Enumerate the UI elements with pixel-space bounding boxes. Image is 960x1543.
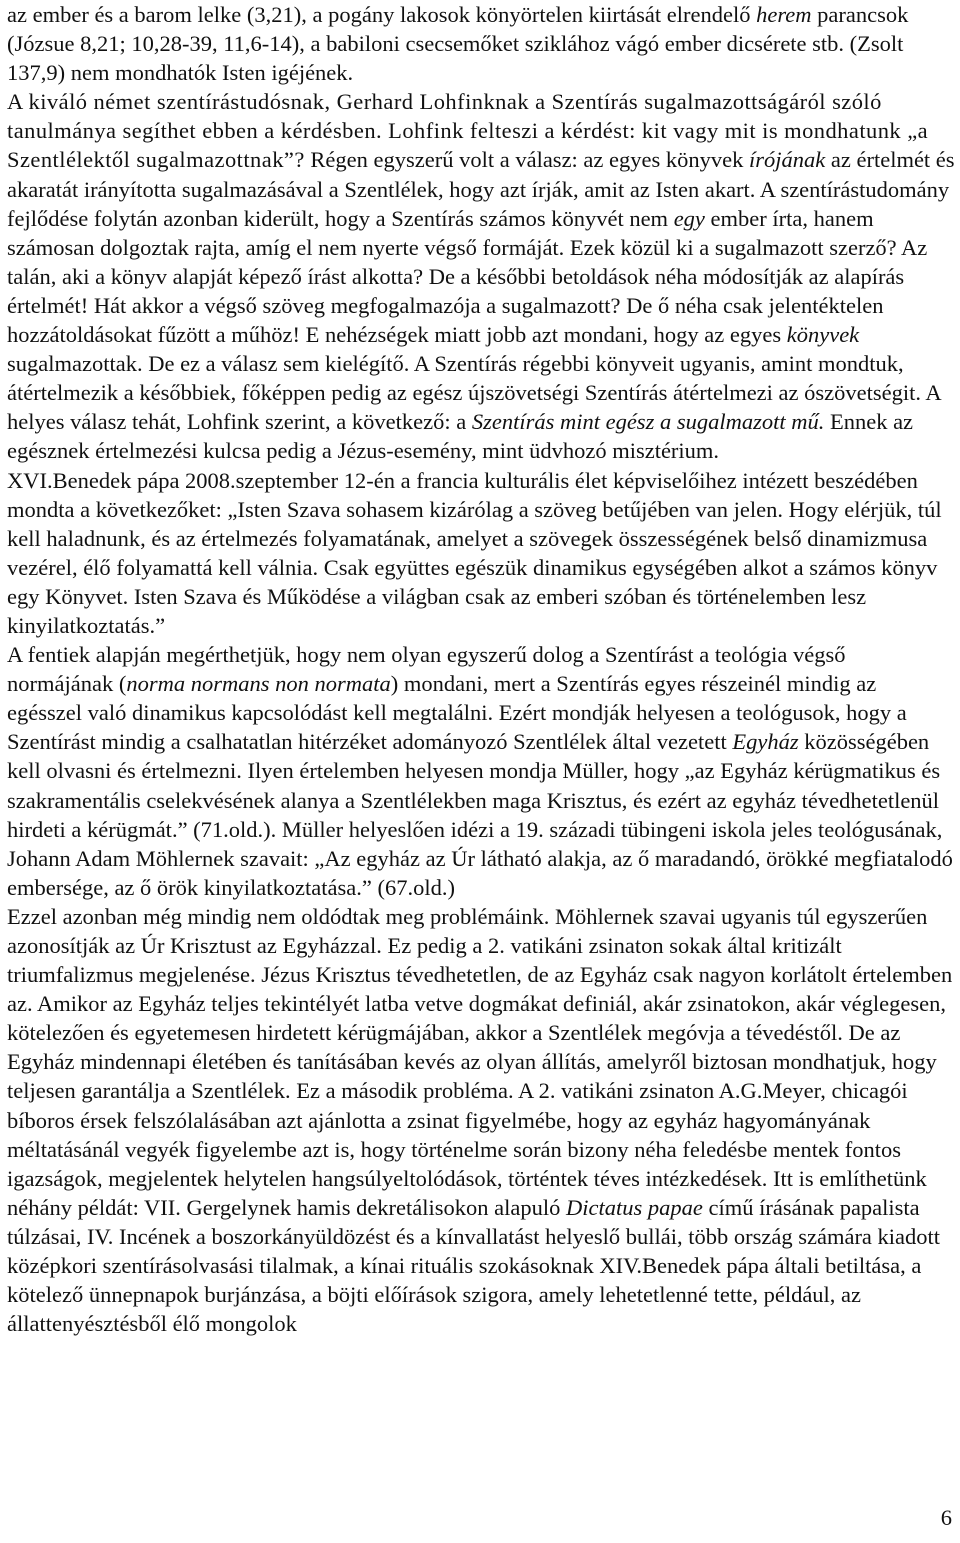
text-segment: A kiváló német szentírástudósnak, Gerhard Lohfinknak a Szentírás sugalmazottságáról szóló tanulmánya segíthet ebben a kérdésben. Lohfink felteszi a kérdést: kit vagy mit is mondhatunk „a Szentlélektől sugalmazottnak”? bbox=[7, 89, 929, 173]
text-segment: az ember és a barom lelke (3,21), a pogány lakosok könyörtelen kiirtását elrendelő bbox=[7, 2, 757, 27]
italic-text-segment: Egyház bbox=[732, 729, 799, 755]
text-segment: parancsok (Józsue 8,21; 10,28-39, 11,6-14), a babiloni csecsemőket sziklához vágó ember dicsérete stb. (Zsolt 137,9) nem mondhatók Isten igéjének. bbox=[7, 2, 909, 86]
italic-text-segment: herem bbox=[756, 2, 812, 27]
text-segment: ) mondani, mert a Szentírás egyes részeinél mindig az egésszel való dinamikus kapcsolódást kell megtalálni. Ezért mondják helyesen a teológusok, hogy a Szentírást mindig a csalhatatlan hitérzéket adományozó Szentlélek által vezetett bbox=[7, 671, 907, 755]
paragraph bbox=[7, 902, 955, 1338]
italic-text-segment: Dictatus papae bbox=[566, 1194, 703, 1220]
body-text bbox=[7, 0, 955, 1338]
paragraph bbox=[7, 640, 955, 902]
text-segment: Ezzel azonban még mindig nem oldódtak meg problémáink. Möhlernek szavai ugyanis túl egyszerűen azonosítják az Úr Krisztust az Egyházzal. Ez pedig a 2. vatikáni zsinaton sokak által kritizált triumfalizmus megjelenése. Jézus Krisztus tévedhetetlen, de az Egyház csak nagyon korlátolt értelemben az. Amikor az Egyház teljes tekintélyét latba vetve dogmákat definiál, akár zsinatokon, akár véglegesen, kötelezően és egyetemesen hirdetett kérügmájában, akkor a Szentlélek megóvja a tévedéstől. De az Egyház mindennapi életében és tanításában kevés az olyan állítás, amelyről biztosan mondhatjuk, hogy teljesen garantálja a Szentlélek. Ez a második probléma. A 2. vatikáni zsinaton A.G.Meyer, chicagói bíboros érsek felszólalásában azt ajánlotta a zsinat figyelmébe, hogy az egyház hagyományának méltatásánál vegyék figyelembe azt is, hogy történelme során bizony néha feledésbe mentek fontos igazságok, megjelentek helytelen hangsúlyeltolódások, történtek téves intézkedések. Itt is említhetünk néhány példát: VII. Gergelynek hamis dekretálisokon alapuló bbox=[7, 903, 953, 1220]
text-segment: A fentiek alapján megérthetjük, hogy nem olyan egyszerű dolog a Szentírást a teológia végső normájának ( bbox=[7, 642, 846, 697]
text-segment: közösségében kell olvasni és értelmezni. Ilyen értelemben helyesen mondja Müller, hogy „az Egyház kérügmatikus és szakramentális cselekvésének alanya a Szentlélekben maga Krisztus, és ezért az egyház tévedhetetlenül hirdeti a kérügmát.” (71.old.). Müller helyeslően idézi a 19. századi tübingeni iskola jeles teológusának, Johann Adam Möhlernek szavait: „Az egyház az Úr látható alakja, az ő maradandó, örökké megfiatalodó embersége, az ő örök kinyilatkoztatása.” (67.old.) bbox=[7, 729, 953, 900]
paragraph bbox=[7, 0, 955, 87]
italic-text-segment: Szentírás mint egész a sugalmazott mű. bbox=[471, 409, 825, 435]
italic-text-segment: norma normans non normata bbox=[126, 671, 391, 697]
text-segment: sugalmazottak. De ez a válasz sem kielégítő. A Szentírás régebbi könyveit ugyanis, amint mondtuk, átértelmezik a későbbiek, főképpen pedig az egész újszövetségi Szentírás átértelmezi az ószövetségit. A helyes válasz tehát, Lohfink szerint, a következő: a bbox=[7, 351, 941, 435]
page-number: 6 bbox=[940, 1505, 952, 1530]
paragraph bbox=[7, 87, 955, 465]
document-page bbox=[7, 0, 955, 1338]
text-segment: Régen egyszerű volt a válasz: az egyes könyvek bbox=[304, 147, 749, 173]
italic-text-segment: írójának bbox=[749, 147, 826, 173]
text-segment: című írásának papalista túlzásai, IV. Incének a boszorkányüldözést és a kínvallatást helyeslő bullái, több ország számára kiadott középkori szentírásolvasási tilalmak, a kínai rituális szokásoknak XIV.Benedek pápa általi betiltása, a kötelező ünnepnapok burjánzása, a böjti előírások szigora, amely lehetetlenné tette, például, az állattenyésztésből élő mongolok bbox=[7, 1194, 941, 1337]
italic-text-segment: könyvek bbox=[786, 322, 860, 348]
italic-text-segment: egy bbox=[673, 205, 705, 231]
paragraph bbox=[7, 466, 955, 641]
text-segment: az értelmét és akaratát irányította sugalmazásával a Szentlélek, hogy azt írják, amit az Isten akart. A szentírástudomány fejlődése folytán azonban kiderült, hogy a Szentírás számos könyvét nem bbox=[7, 147, 955, 231]
text-segment: Ennek az egésznek értelmezési kulcsa pedig a Jézus-esemény, mint üdvhozó misztérium. bbox=[7, 409, 914, 464]
text-segment: ember írta, hanem számosan dolgoztak rajta, amíg el nem nyerte végső formáját. Ezek közül ki a sugalmazott szerző? Az talán, aki a könyv alapját képező írást alkotta? De a későbbi betoldások néha módosítják az alapírás értelmét! Hát akkor a végső szöveg megfogalmazója a sugalmazott? De ő néha csak jelentéktelen hozzátoldásokat fűzött a műhöz! E nehézségek miatt jobb azt mondani, hogy az egyes bbox=[7, 205, 928, 348]
text-segment: XVI.Benedek pápa 2008.szeptember 12-én a francia kulturális élet képviselőihez intézett beszédében mondta a következőket: „Isten Szava sohasem kizárólag a szöveg betűjében van jelen. Hogy elérjük, túl kell haladnunk, és az értelmezés folyamatának, amelyet a szövegek összességének belső dinamizmusa vezérel, élő folyamattá kell válnia. Csak együttes egészük dinamikus egységében alkot a számos könyv egy Könyvet. Isten Szava és Működése a világban csak az emberi szóban és történelemben lesz kinyilatkoztatás.” bbox=[7, 467, 942, 638]
